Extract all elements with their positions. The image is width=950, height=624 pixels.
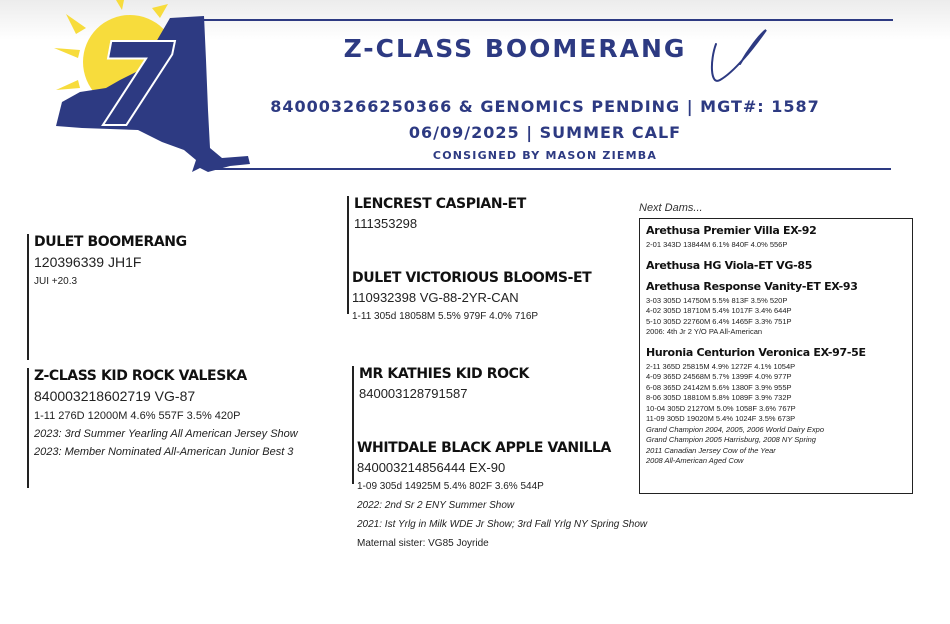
next-dam-record: 11-09 305D 19020M 5.4% 1024F 3.5% 673P — [646, 414, 796, 423]
logo-number: 7 — [96, 21, 174, 151]
dam-dam-name: WHITDALE BLACK APPLE VANILLA — [357, 440, 611, 456]
id-line: 840003266250366 & GENOMICS PENDING | MGT#: 1587 — [270, 97, 820, 116]
next-dam-honor: Grand Champion 2005 Harrisburg, 2008 NY Spring — [646, 435, 816, 444]
dam-record: 1-11 276D 12000M 4.6% 557F 3.5% 420P — [34, 410, 241, 422]
dam-dam-note: 2021: Ist Yrlg in Milk WDE Jr Show; 3rd Fall Yrlg NY Spring Show — [357, 519, 648, 530]
dam-note: 2023: Member Nominated All-American Junior Best 3 — [34, 446, 294, 458]
sire-dam-block — [352, 270, 591, 322]
next-dam-honor: 2008 All-American Aged Cow — [646, 456, 744, 465]
sire-reg: 120396339 JH1F — [34, 254, 142, 270]
next-dam-record: 2-01 343D 13844M 6.1% 840F 4.0% 556P — [646, 240, 788, 249]
sire-note: JUI +20.3 — [34, 276, 78, 287]
next-dam-record: 2-11 365D 25815M 4.9% 1272F 4.1% 1054P — [646, 361, 796, 371]
dam-dam-block — [357, 440, 647, 549]
sire-dam-record: 1-11 305d 18058M 5.5% 979F 4.0% 716P — [352, 311, 539, 322]
next-dams-label: Next Dams... — [639, 202, 703, 214]
next-dam-record: 6-08 365D 24142M 5.6% 1380F 3.9% 955P — [646, 382, 792, 392]
next-dam-name: Huronia Centurion Veronica EX-97-5E — [646, 345, 866, 359]
next-dam-name: Arethusa Premier Villa EX-92 — [646, 224, 817, 237]
header-rule-bottom — [205, 168, 891, 170]
dam-name: Z-CLASS KID ROCK VALESKA — [34, 368, 247, 384]
page-title: Z-CLASS BOOMERANG — [343, 34, 687, 63]
next-dam-name: Arethusa HG Viola-ET VG-85 — [646, 258, 813, 272]
next-dam-honor: 2011 Canadian Jersey Cow of the Year — [646, 445, 776, 455]
sire-sire-reg: 111353298 — [354, 216, 418, 231]
dam-note: 2023: 3rd Summer Yearling All American Jersey Show — [34, 428, 298, 440]
dam-sire-reg: 840003128791587 — [359, 386, 468, 401]
dam-dam-record: 1-09 305d 14925M 5.4% 802F 3.6% 544P — [357, 481, 544, 492]
sire-dam-reg: 110932398 VG-88-2YR-CAN — [352, 290, 519, 305]
sire-sire-name: LENCREST CASPIAN-ET — [354, 196, 526, 212]
dam-sire-name: MR KATHIES KID ROCK — [359, 366, 529, 382]
next-dam-record: 10-04 305D 21270M 5.0% 1058F 3.6% 767P — [646, 403, 796, 413]
next-dam-record: 4-02 305D 18710M 5.4% 1017F 3.4% 644P — [646, 306, 792, 315]
dam-reg: 840003218602719 VG-87 — [34, 388, 196, 404]
consigned-line: CONSIGNED BY MASON ZIEMBA — [432, 149, 658, 162]
next-dam-note: 2006: 4th Jr 2 Y/O PA All-American — [646, 327, 763, 336]
signature-icon — [704, 20, 774, 90]
next-dam-record: 5-10 305D 22760M 6.4% 1465F 3.3% 751P — [646, 316, 792, 326]
dam-dam-reg: 840003214856444 EX-90 — [357, 460, 506, 475]
sire-block — [27, 234, 187, 360]
next-dam-record: 4-09 365D 24568M 5.7% 1399F 4.0% 977P — [646, 372, 792, 381]
sire-name: DULET BOOMERANG — [34, 234, 187, 250]
dam-dam-sister: Maternal sister: VG85 Joyride — [357, 538, 489, 549]
dam-dam-note: 2022: 2nd Sr 2 ENY Summer Show — [357, 500, 515, 511]
next-dams-box — [639, 218, 913, 494]
next-dam-record: 3-03 305D 14750M 5.5% 813F 3.5% 520P — [646, 295, 788, 305]
next-dam-record: 8-06 305D 18810M 5.8% 1089F 3.9% 732P — [646, 393, 792, 402]
sire-dam-name: DULET VICTORIOUS BLOOMS-ET — [352, 270, 592, 286]
header-rule-top — [172, 19, 893, 21]
dam-block — [27, 368, 298, 488]
next-dam-name: Arethusa Response Vanity-ET EX-93 — [646, 279, 858, 293]
next-dam-honor: Grand Champion 2004, 2005, 2006 World Dairy Expo — [646, 424, 825, 434]
date-line: 06/09/2025 | SUMMER CALF — [408, 123, 682, 142]
